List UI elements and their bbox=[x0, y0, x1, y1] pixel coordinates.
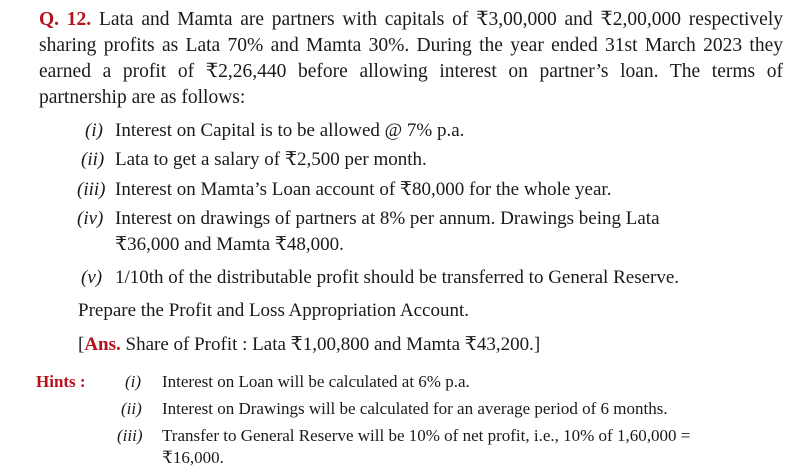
hint-item-3 bbox=[117, 425, 783, 469]
hint-text: Interest on Loan will be calculated at 6% p.a. bbox=[162, 372, 470, 391]
answer-label: Ans. bbox=[84, 334, 121, 355]
term-text: Interest on drawings of partners at 8% per annum. Drawings being Lata bbox=[115, 208, 660, 229]
term-item-1 bbox=[85, 118, 464, 144]
hints-label: Hints : bbox=[36, 372, 86, 391]
answer-text: Share of Profit : Lata ₹1,00,800 and Mamta ₹43,200.] bbox=[125, 334, 541, 355]
answer-line bbox=[78, 332, 540, 358]
question-number: Q. 12. bbox=[39, 9, 92, 30]
term-item-5 bbox=[81, 265, 679, 291]
hint-item-1 bbox=[125, 371, 470, 393]
hint-number: (i) bbox=[125, 372, 142, 391]
term-number: (iii) bbox=[77, 179, 106, 200]
question-text: Lata and Mamta are partners with capitals of ₹3,00,000 and ₹2,00,000 respectively sharing profits as Lata 70% and Mamta 30%. During the year ended 31st March 2023 they earned a profit of ₹2,26,440 before allowing interest on partner’s loan. The terms of partnership are as follows: bbox=[39, 9, 784, 108]
hint-text: Transfer to General Reserve will be 10% of net profit, i.e., 10% of 1,60,000 = bbox=[162, 426, 691, 445]
term-number: (ii) bbox=[81, 149, 105, 170]
hint-text-continued: ₹16,000. bbox=[162, 448, 224, 467]
answer-bracket: [ bbox=[78, 334, 85, 355]
term-text: Interest on Mamta’s Loan account of ₹80,000 for the whole year. bbox=[115, 179, 612, 200]
hint-number: (iii) bbox=[117, 426, 143, 445]
hint-item-2 bbox=[121, 398, 668, 420]
term-item-2 bbox=[81, 147, 427, 173]
term-number: (iv) bbox=[77, 208, 104, 229]
term-number: (v) bbox=[81, 267, 103, 288]
term-text: 1/10th of the distributable profit should be transferred to General Reserve. bbox=[115, 267, 680, 288]
term-item-3 bbox=[77, 177, 611, 203]
term-item-4 bbox=[77, 206, 783, 258]
question-paragraph bbox=[39, 7, 783, 111]
term-text-continued: ₹36,000 and Mamta ₹48,000. bbox=[115, 234, 344, 255]
hint-number: (ii) bbox=[121, 399, 142, 418]
instruction-text: Prepare the Profit and Loss Appropriation Account. bbox=[78, 300, 470, 321]
hint-text: Interest on Drawings will be calculated for an average period of 6 months. bbox=[162, 399, 668, 418]
term-text: Lata to get a salary of ₹2,500 per month. bbox=[115, 149, 427, 170]
term-number: (i) bbox=[85, 120, 103, 141]
term-text: Interest on Capital is to be allowed @ 7% p.a. bbox=[115, 120, 465, 141]
